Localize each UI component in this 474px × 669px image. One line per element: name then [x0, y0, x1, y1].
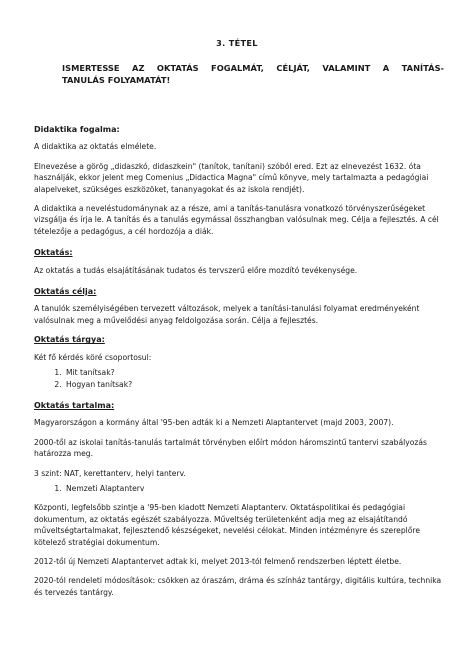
- page-title: 3. TÉTEL: [216, 38, 258, 48]
- section-heading-oktatas: Oktatás:: [34, 248, 73, 258]
- question-title: [62, 62, 444, 86]
- list-item: 2. Hogyan tanítsak?: [64, 379, 446, 390]
- paragraph: A didaktika a neveléstudománynak az a része, ami a tanítás-tanulásra vonatkozó törvényszerűségeket vizsgálja és írja le. A tanítás és a tanulás egymással összhangban valósulnak meg. Célja a fejlesztés. A cél tételezője a pedagógus, a cél hordozója a diák.: [34, 204, 439, 236]
- paragraph: Központi, legfelsőbb szintje a '95-ben kiadott Nemzeti Alaptanterv. Oktatáspolitikai és pedagógiai dokumentum, az oktatás egészét szabályozza. Műveltség területenként adja meg az elsajátítandó műveltségtartalmakat, fejlesztendő készségeket, nevelési célokat. Minden intézményre és szereplőre kötelező stratégiai dokumentum.: [34, 503, 421, 547]
- section-heading-didaktika: Didaktika fogalma:: [34, 125, 120, 134]
- paragraph: Elnevezése a görög „didaszkó, didaszkein" (tanítok, tanítani) szóból ered. Ezt az elnevezést 1632. óta használják, ekkor jelent meg Comenius „Didactica Magna" című könyve, mely tartalmazta a pedagógiai alapelveket, szükséges eszközöket, tananyagokat és az iskola rendjét).: [34, 161, 429, 194]
- paragraph: Két fő kérdés köré csoportosul:: [34, 352, 152, 362]
- paragraph: 2000-től az iskolai tanítás-tanulás tartalmát törvényben előírt módon háromszintű tantervi szabályozás határozza meg.: [34, 437, 428, 459]
- level-list: [34, 483, 446, 494]
- paragraph: 2020-tól rendeleti módosítások: csökken az óraszám, dráma és színház tantárgy, digitális kultúra, technika és tervezés tantárgy.: [34, 576, 442, 597]
- question-list: [34, 367, 446, 390]
- section-heading-tartalma: Oktatás tartalma:: [34, 400, 115, 410]
- paragraph: Magyarországon a kormány által '95-ben adták ki a Nemzeti Alaptantervet (majd 2003, 2007).: [34, 418, 394, 428]
- list-item: 1. Nemzeti Alaptanterv: [64, 483, 446, 494]
- paragraph: Az oktatás a tudás elsajátításának tudatos és tervszerű előre mozdító tevékenysége.: [34, 265, 358, 275]
- paragraph: A tanulók személyiségében tervezett változások, melyek a tanítási-tanulási folyamat eredményeként valósulnak meg a művelődési anyag feldolgozása során. Célja a fejlesztés.: [34, 304, 420, 325]
- paragraph: 2012-től új Nemzeti Alaptantervet adtak ki, melyet 2013-tól felmenő rendszerben léptett életbe.: [34, 556, 402, 566]
- list-item: 1. Mit tanítsak?: [64, 367, 446, 378]
- section-heading-targya: Oktatás tárgya:: [34, 335, 105, 345]
- section-heading-celja: Oktatás célja:: [34, 287, 97, 297]
- paragraph: 3 szint: NAT, kerettanterv, helyi tanterv.: [34, 468, 186, 478]
- document-body: [34, 124, 446, 598]
- question-title-line-2: TANULÁS FOLYAMATÁT!: [62, 75, 171, 85]
- question-title-line-1: ISMERTESSE AZ OKTATÁS FOGALMÁT, CÉLJÁT, VALAMINT A TANÍTÁS-: [62, 63, 444, 73]
- paragraph: A didaktika az oktatás elmélete.: [34, 142, 157, 152]
